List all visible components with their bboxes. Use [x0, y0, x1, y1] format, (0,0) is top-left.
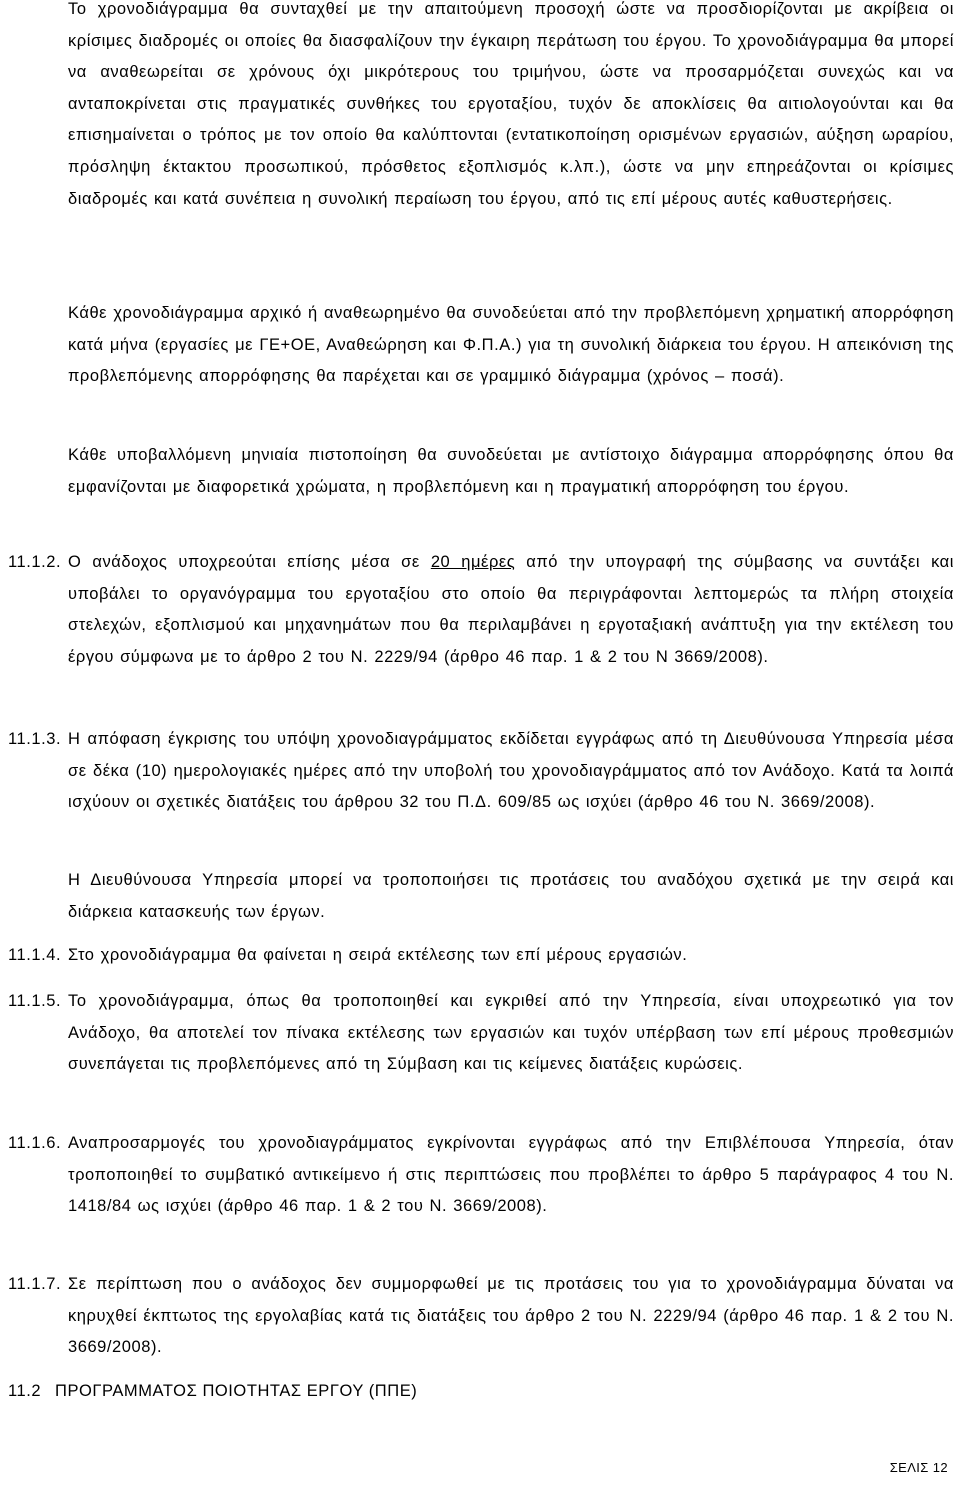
item-body: Σε περίπτωση που ο ανάδοχος δεν συμμορφωθεί με τις προτάσεις του για το χρονοδιάγραμμα δύναται να κηρυχθεί έκπτωτος της εργολαβίας κατά τις διατάξεις του άρθρο 2 του Ν. 2229/94 (άρθρο 46 παρ. 1 & 2 του Ν. 3669/2008).: [68, 1275, 954, 1357]
section-number: 11.2: [8, 1382, 42, 1400]
item-number: 11.1.5.: [8, 992, 62, 1010]
item-11-1-3: [8, 724, 954, 819]
item-number: 11.1.6.: [8, 1134, 62, 1152]
paragraph-financial-absorption: Κάθε χρονοδιάγραμμα αρχικό ή αναθεωρημένο θα συνοδεύεται από την προβλεπόμενη χρηματική απορρόφηση κατά μήνα (εργασίες με ΓΕ+ΟΕ, Αναθεώρηση και Φ.Π.Α.) για τη συνολική διάρκεια του έργου. Η απεικόνιση της προβλεπόμενης απορρόφησης θα παρέχεται και σε γραμμικό διάγραμμα (χρόνος – ποσά).: [68, 304, 954, 386]
item-number: 11.1.4.: [8, 946, 62, 964]
item-11-1-6: [8, 1128, 954, 1223]
item-body: [68, 547, 954, 673]
page-number: ΣΕΛΙΣ 12: [889, 1460, 948, 1475]
item-text: Ο ανάδοχος υποχρεούται επίσης μέσα σε: [68, 553, 431, 571]
item-body: Η απόφαση έγκρισης του υπόψη χρονοδιαγράμματος εκδίδεται εγγράφως από τη Διευθύνουσα Υπηρεσία μέσα σε δέκα (10) ημερολογιακές ημέρες από την υποβολή του χρονοδιαγράμματος από τον Ανάδοχο. Κατά τα λοιπά ισχύουν οι σχετικές διατάξεις του άρθρου 32 του Π.Δ. 609/85 ως ισχύει (άρθρο 46 του Ν. 3669/2008).: [68, 730, 954, 812]
item-text-continued: από την υπογραφή της σύμβασης να συντάξει και υποβάλει το οργανόγραμμα του εργοταξίου στο οποίο θα περιγράφονται λεπτομερώς τα πλήρη στοιχεία στελεχών, εξοπλισμού και μηχανημάτων που θα περιλαμβάνει η εργοταξιακή ανάπτυξη για την εκτέλεση του έργου σύμφωνα με το άρθρο 2 του Ν. 2229/94 (άρθρο 46 παρ. 1 & 2 του Ν 3669/2008).: [68, 553, 954, 666]
item-11-1-4: [8, 940, 954, 972]
item-body: Στο χρονοδιάγραμμα θα φαίνεται η σειρά εκτέλεσης των επί μέρους εργασιών.: [68, 946, 688, 964]
item-number: 11.1.7.: [8, 1275, 62, 1293]
item-11-1-5: [8, 986, 954, 1081]
item-11-1-3-continued: [8, 865, 954, 928]
paragraph-monthly-certification: Κάθε υποβαλλόμενη μηνιαία πιστοποίηση θα συνοδεύεται με αντίστοιχο διάγραμμα απορρόφησης όπου θα εμφανίζονται με διαφορετικά χρώματα, η προβλεπόμενη και η πραγματική απορρόφηση του έργου.: [68, 446, 954, 496]
item-number: 11.1.3.: [8, 730, 62, 748]
section-title: ΠΡΟΓΡΑΜΜΑΤΟΣ ΠΟΙΟΤΗΤΑΣ ΕΡΓΟΥ (ΠΠΕ): [55, 1382, 418, 1400]
item-body: Η Διευθύνουσα Υπηρεσία μπορεί να τροποποιήσει τις προτάσεις του αναδόχου σχετικά με την σειρά και διάρκεια κατασκευής των έργων.: [68, 871, 954, 921]
item-body: Το χρονοδιάγραμμα, όπως θα τροποποιηθεί και εγκριθεί από την Υπηρεσία, είναι υποχρεωτικό για τον Ανάδοχο, θα αποτελεί τον πίνακα εκτέλεσης των εργασιών και τυχόν υπέρβαση των επί μέρους προθεσμιών συνεπάγεται τις προβλεπόμενες από τη Σύμβαση και τις κείμενες διατάξεις κυρώσεις.: [68, 992, 954, 1074]
item-number: 11.1.2.: [8, 553, 62, 571]
section-heading: [8, 1376, 417, 1408]
paragraph-schedule-critical-paths: Το χρονοδιάγραμμα θα συνταχθεί με την απαιτούμενη προσοχή ώστε να προσδιορίζονται με ακρίβεια οι κρίσιμες διαδρομές οι οποίες θα διασφαλίζουν την έγκαιρη περάτωση του έργου. Το χρονοδιάγραμμα θα μπορεί να αναθεωρείται σε χρόνους όχι μικρότερους του τριμήνου, ώστε να προσαρμόζεται συνεχώς και να ανταποκρίνεται στις πραγματικές συνθήκες του εργοταξίου, τυχόν δε αποκλίσεις θα αιτιολογούνται και θα επισημαίνεται ο τρόπος με τον οποίο θα καλύπτονται (εντατικοποίηση ορισμένων εργασιών, αύξηση ωραρίου, πρόσληψη έκτακτου προσωπικού, πρόσθετος εξοπλισμός κ.λπ.), ώστε να μην επηρεάζονται οι κρίσιμες διαδρομές και κατά συνέπεια η συνολική περαίωση του έργου, από τις επί μέρους αυτές καθυστερήσεις.: [68, 0, 954, 208]
item-body: Αναπροσαρμογές του χρονοδιαγράμματος εγκρίνονται εγγράφως από την Επιβλέπουσα Υπηρεσία, όταν τροποποιηθεί το συμβατικό αντικείμενο ή στις περιπτώσεις που προβλέπει το άρθρο 5 παράγραφος 4 του Ν. 1418/84 ως ισχύει (άρθρο 46 παρ. 1 & 2 του Ν. 3669/2008).: [68, 1134, 954, 1216]
item-11-1-7: [8, 1269, 954, 1364]
item-11-1-2: [8, 547, 954, 673]
underlined-deadline: 20 ημέρες: [430, 553, 516, 571]
